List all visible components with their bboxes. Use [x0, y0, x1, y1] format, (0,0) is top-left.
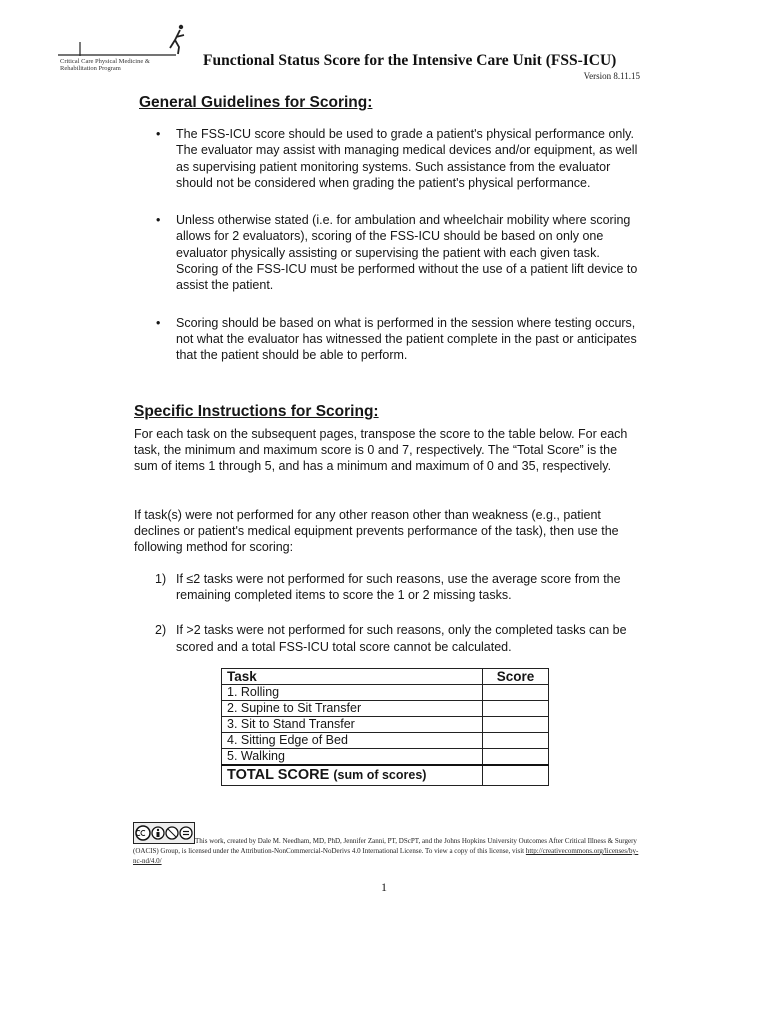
table-header-row	[222, 669, 549, 685]
total-score-cell[interactable]	[483, 765, 549, 786]
task-cell: 5. Walking	[222, 749, 483, 766]
license-link[interactable]: http://creativecommons.org/licenses/by-nc-nd/4.0/	[133, 847, 639, 865]
instructions-paragraph-1: For each task on the subsequent pages, transpose the score to the table below. For each task, the minimum and maximum score is 0 and 7, respectively. The “Total Score” is the sum of items 1 through 5, and has a minimum and maximum of 0 and 35, respectively.	[134, 427, 628, 473]
score-cell[interactable]	[483, 717, 549, 733]
missing-task-rules	[155, 571, 640, 674]
version-label: Version 8.11.15	[583, 71, 640, 81]
page-number: 1	[381, 880, 387, 894]
rule-item	[155, 622, 640, 654]
specific-instructions-heading: Specific Instructions for Scoring:	[134, 403, 379, 420]
general-guidelines-list	[155, 126, 640, 385]
license-notice	[133, 836, 639, 866]
logo-line-2: Rehabilitation Program	[60, 65, 121, 72]
total-score-label: TOTAL SCORE	[227, 767, 330, 783]
column-header-score: Score	[483, 669, 549, 685]
rule-text: If ≤2 tasks were not performed for such reasons, use the average score from the remaining completed items to score the 1 or 2 missing tasks.	[176, 572, 621, 603]
instructions-paragraph-2: If task(s) were not performed for any other reason other than weakness (e.g., patient declines or patient's medical equipment prevents performance of the task), then use the following method for scoring:	[134, 508, 619, 554]
rule-number: 2)	[155, 623, 167, 638]
task-cell: 1. Rolling	[222, 685, 483, 701]
guideline-item: • Scoring should be based on what is performed in the session where testing occurs, not what the evaluator has witnessed the patient complete in the past or anticipates that the patient should be able to perform.	[156, 315, 637, 363]
table-row	[222, 749, 549, 766]
general-guidelines-heading: General Guidelines for Scoring:	[139, 94, 373, 111]
guideline-item: • The FSS-ICU score should be used to grade a patient's physical performance only. The evaluator may assist with managing medical devices and/or equipment, as well as supervising patient monitoring systems. Such assistance from the evaluator should not be considered when grading the patient's physical performance.	[156, 127, 638, 190]
rule-number: 1)	[155, 572, 167, 586]
guideline-text: Unless otherwise stated (i.e. for ambulation and wheelchair mobility where scoring allows for 2 evaluators), scoring of the FSS-ICU should be based on only one evaluator physically assisting or supervising the patient with each given task. Scoring of the FSS-ICU must be performed without the use of a patient lift device to assist the patient.	[176, 213, 638, 293]
guideline-item: • Unless otherwise stated (i.e. for ambulation and wheelchair mobility where scoring allows for 2 evaluators), scoring of the FSS-ICU should be based on only one evaluator physically assisting or supervising the patient with each given task. Scoring of the FSS-ICU must be performed without the use of a patient lift device to assist the patient.	[156, 213, 638, 293]
program-logo	[58, 22, 208, 78]
table-row	[222, 733, 549, 749]
figure-logo-icon	[58, 22, 208, 62]
score-cell[interactable]	[483, 749, 549, 766]
task-cell: 3. Sit to Stand Transfer	[222, 717, 483, 733]
logo-line-1: Critical Care Physical Medicine &	[60, 58, 150, 65]
document-title: Functional Status Score for the Intensive Care Unit (FSS-ICU)	[203, 52, 617, 69]
table-row	[222, 717, 549, 733]
score-cell[interactable]	[483, 701, 549, 717]
score-cell[interactable]	[483, 685, 549, 701]
score-cell[interactable]	[483, 733, 549, 749]
license-text: This work, created by Dale M. Needham, MD, PhD, Jennifer Zanni, PT, DScPT, and the Johns Hopkins University Outcomes After Critical Illness & Surgery (OACIS) Group, is licensed under the Attribution-NonCommercial-NoDerivs 4.0 International License. To view a copy of this license, visit	[133, 837, 637, 855]
rule-item	[155, 571, 640, 603]
task-cell: 4. Sitting Edge of Bed	[222, 733, 483, 749]
column-header-task: Task	[222, 669, 483, 685]
score-table	[221, 668, 549, 786]
task-cell: 2. Supine to Sit Transfer	[222, 701, 483, 717]
guideline-text: The FSS-ICU score should be used to grade a patient's physical performance only. The evaluator may assist with managing medical devices and/or equipment, as well as supervising patient monitoring systems. Such assistance from the evaluator should not be considered when grading the patient's physical performance.	[176, 127, 638, 190]
table-row	[222, 701, 549, 717]
guideline-text: Scoring should be based on what is performed in the session where testing occurs, not what the evaluator has witnessed the patient complete in the past or anticipates that the patient should be able to perform.	[176, 315, 637, 363]
table-row	[222, 685, 549, 701]
rule-text: If >2 tasks were not performed for such reasons, only the completed tasks can be scored and a total FSS-ICU total score cannot be calculated.	[176, 623, 627, 654]
total-score-sublabel: (sum of scores)	[333, 768, 427, 782]
total-score-row	[222, 765, 549, 786]
total-score-label-cell	[222, 765, 483, 786]
